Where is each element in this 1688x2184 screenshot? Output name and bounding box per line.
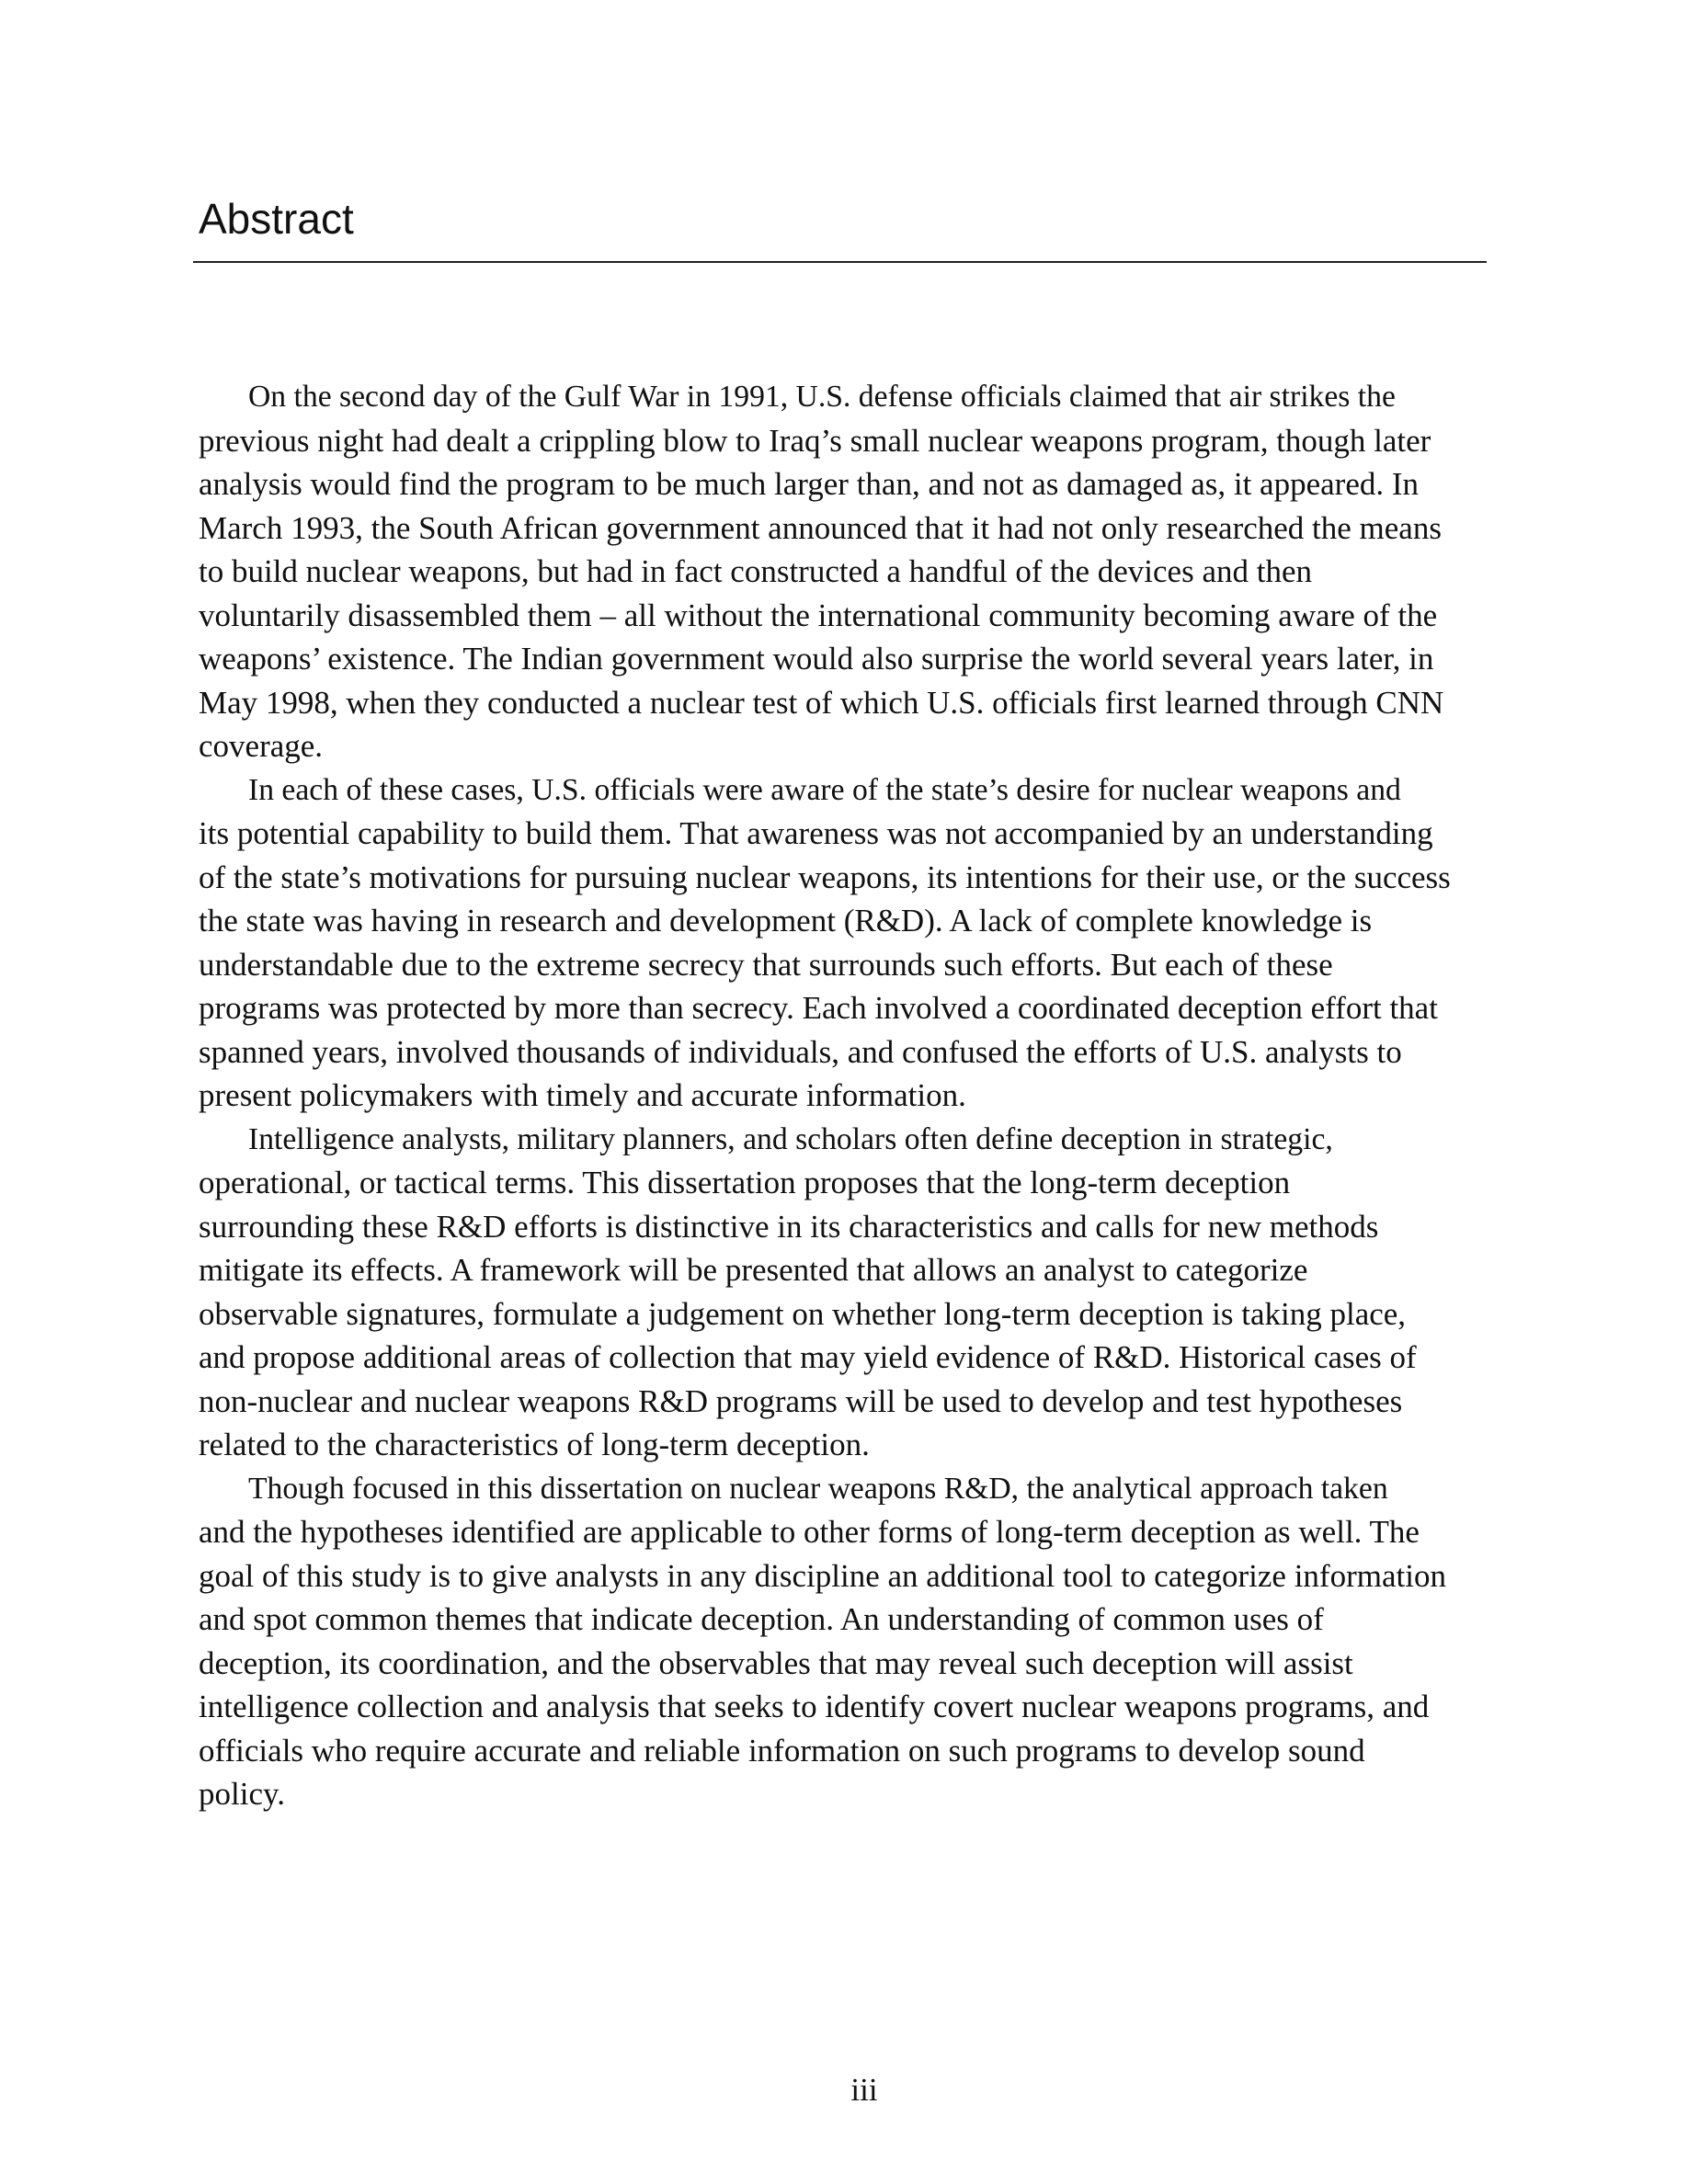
page-title: Abstract: [199, 195, 354, 243]
text-line: and propose additional areas of collection that may yield evidence of R&D. Historical cases of: [199, 1339, 1417, 1375]
abstract-paragraph-3: [199, 1118, 1495, 1467]
abstract-body: [199, 375, 1495, 1816]
text-line: surrounding these R&D efforts is distinctive in its characteristics and calls for new methods: [199, 1208, 1379, 1245]
text-line: officials who require accurate and reliable information on such programs to develop sound: [199, 1732, 1365, 1769]
text-line: to build nuclear weapons, but had in fact constructed a handful of the devices and then: [199, 553, 1312, 589]
text-line: Intelligence analysts, military planners, and scholars often define deception in strategic,: [248, 1121, 1333, 1156]
text-line: and spot common themes that indicate deception. An understanding of common uses of: [199, 1601, 1324, 1637]
text-line: non-nuclear and nuclear weapons R&D programs will be used to develop and test hypotheses: [199, 1382, 1403, 1419]
text-line: May 1998, when they conducted a nuclear test of which U.S. officials first learned through CNN: [199, 684, 1444, 721]
abstract-paragraph-2: [199, 768, 1495, 1118]
page-number: iii: [850, 2072, 878, 2108]
text-line: its potential capability to build them. That awareness was not accompanied by an understanding: [199, 815, 1433, 851]
text-line: and the hypotheses identified are applicable to other forms of long-term deception as well. The: [199, 1514, 1420, 1550]
text-line: voluntarily disassembled them – all without the international community becoming aware of the: [199, 597, 1438, 633]
text-line: present policymakers with timely and accurate information.: [199, 1077, 966, 1113]
text-line: analysis would find the program to be much larger than, and not as damaged as, it appeared. In: [199, 466, 1420, 502]
text-line: observable signatures, formulate a judgement on whether long-term deception is taking place,: [199, 1295, 1407, 1332]
abstract-paragraph-1: [199, 375, 1495, 768]
text-line: understandable due to the extreme secrecy that surrounds such efforts. But each of these: [199, 946, 1333, 983]
text-line: deception, its coordination, and the observables that may reveal such deception will assist: [199, 1644, 1353, 1681]
text-line: weapons’ existence. The Indian government would also surprise the world several years later, in: [199, 641, 1434, 677]
text-line: On the second day of the Gulf War in 1991, U.S. defense officials claimed that air strikes the: [248, 380, 1396, 414]
abstract-paragraph-4: [199, 1467, 1495, 1816]
text-line: of the state’s motivations for pursuing nuclear weapons, its intentions for their use, or the success: [199, 859, 1451, 895]
text-line: Though focused in this dissertation on nuclear weapons R&D, the analytical approach taken: [248, 1471, 1388, 1506]
text-line: intelligence collection and analysis that seeks to identify covert nuclear weapons programs, and: [199, 1689, 1430, 1724]
text-line: the state was having in research and development (R&D). A lack of complete knowledge is: [199, 903, 1373, 938]
text-line: policy.: [199, 1776, 285, 1812]
text-line: mitigate its effects. A framework will be presented that allows an analyst to categorize: [199, 1252, 1308, 1288]
title-divider: [193, 261, 1487, 263]
text-line: spanned years, involved thousands of individuals, and confused the efforts of U.S. analysts to: [199, 1033, 1402, 1070]
text-line: related to the characteristics of long-term deception.: [199, 1427, 870, 1462]
text-line: coverage.: [199, 728, 324, 764]
text-line: In each of these cases, U.S. officials were aware of the state’s desire for nuclear weapons and: [248, 772, 1401, 807]
text-line: March 1993, the South African government announced that it had not only researched the means: [199, 509, 1442, 546]
text-line: operational, or tactical terms. This dissertation proposes that the long-term deception: [199, 1165, 1291, 1200]
text-line: previous night had dealt a crippling blow to Iraq’s small nuclear weapons program, though later: [199, 422, 1431, 459]
text-line: programs was protected by more than secrecy. Each involved a coordinated deception effort that: [199, 990, 1438, 1026]
text-line: goal of this study is to give analysts in any discipline an additional tool to categorize information: [199, 1557, 1446, 1594]
